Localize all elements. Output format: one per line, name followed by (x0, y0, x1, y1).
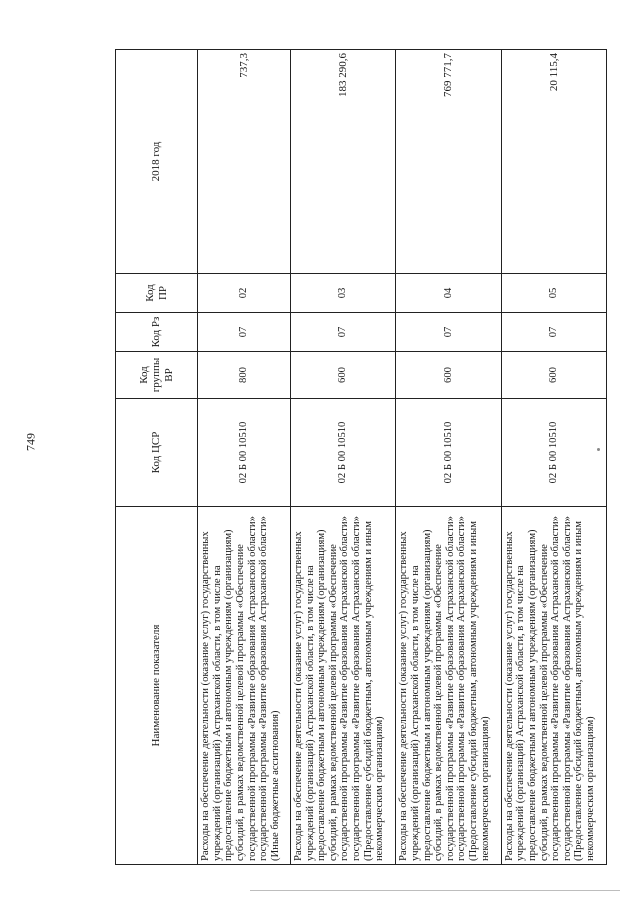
row-csr-code: 02 Б 00 10510 (501, 399, 606, 507)
row-vr-code: 600 (290, 352, 395, 399)
header-csr: Код ЦСР (116, 399, 198, 507)
row-name: Расходы на обеспечение деятельности (оказание услуг) государственных учреждений (организаций) Астраханской области, в том числе на предоставление бюджетным и автономным учреждениям (организациям) субсидий, в рамках ведомственной целевой программы «Обеспечение государственной программы «Развитие образования Астраханской области» государственной программы «Развитие образования Астраханской области» (Предоставление субсидий бюджетным, автономным учреждениям и иным некоммерческим организациям) (501, 507, 606, 865)
row-pr-code: 04 (396, 274, 501, 313)
rotated-page-content (115, 50, 607, 865)
row-name: Расходы на обеспечение деятельности (оказание услуг) государственных учреждений (организаций) Астраханской области, в том числе на предоставление бюджетным и автономным учреждениям (организациям) субсидий, в рамках ведомственной целевой программы «Обеспечение государственной программы «Развитие образования Астраханской области» государственной программы «Развитие образования Астраханской области» (Предоставление субсидий бюджетным, автономным учреждениям и иным некоммерческим организациям) (396, 507, 501, 865)
row-amount: 769 771,7 (396, 50, 501, 274)
row-rz-code: 07 (198, 313, 291, 352)
row-pr-code: 05 (501, 274, 606, 313)
row-pr-code: 02 (198, 274, 291, 313)
row-amount: 20 115,4 (501, 50, 606, 274)
page-number: 749 (23, 433, 38, 451)
header-name: Наименование показателя (116, 507, 198, 865)
table-row (290, 50, 395, 865)
row-name: Расходы на обеспечение деятельности (оказание услуг) государственных учреждений (организаций) Астраханской области, в том числе на предоставление бюджетным и автономным учреждениям (организациям) субсидий, в рамках ведомственной целевой программы «Обеспечение государственной программы «Развитие образования Астраханской области» государственной программы «Развитие образования Астраханской области» (Иные бюджетные ассигнования) (198, 507, 291, 865)
table-row (501, 50, 606, 865)
row-amount: 737,3 (198, 50, 291, 274)
budget-table (115, 49, 607, 865)
scan-edge-line (250, 890, 620, 891)
row-csr-code: 02 Б 00 10510 (396, 399, 501, 507)
header-pr: Код ПР (116, 274, 198, 313)
row-rz-code: 07 (290, 313, 395, 352)
header-vr: Код группы ВР (116, 352, 198, 399)
header-rz: Код Рз (116, 313, 198, 352)
row-pr-code: 03 (290, 274, 395, 313)
row-name: Расходы на обеспечение деятельности (оказание услуг) государственных учреждений (организаций) Астраханской области, в том числе на предоставление бюджетным и автономным учреждениям (организациям) субсидий, в рамках ведомственной целевой программы «Обеспечение государственной программы «Развитие образования Астраханской области» государственной программы «Развитие образования Астраханской области» (Предоставление субсидий бюджетным, автономным учреждениям и иным некоммерческим организациям) (290, 507, 395, 865)
header-year: 2018 год (116, 50, 198, 274)
row-csr-code: 02 Б 00 10510 (290, 399, 395, 507)
row-vr-code: 600 (396, 352, 501, 399)
scan-speck (597, 448, 600, 451)
row-rz-code: 07 (501, 313, 606, 352)
row-csr-code: 02 Б 00 10510 (198, 399, 291, 507)
row-rz-code: 07 (396, 313, 501, 352)
table-row (198, 50, 291, 865)
table-row (396, 50, 501, 865)
table-header-row (116, 50, 198, 865)
row-amount: 183 290,6 (290, 50, 395, 274)
row-vr-code: 800 (198, 352, 291, 399)
row-vr-code: 600 (501, 352, 606, 399)
